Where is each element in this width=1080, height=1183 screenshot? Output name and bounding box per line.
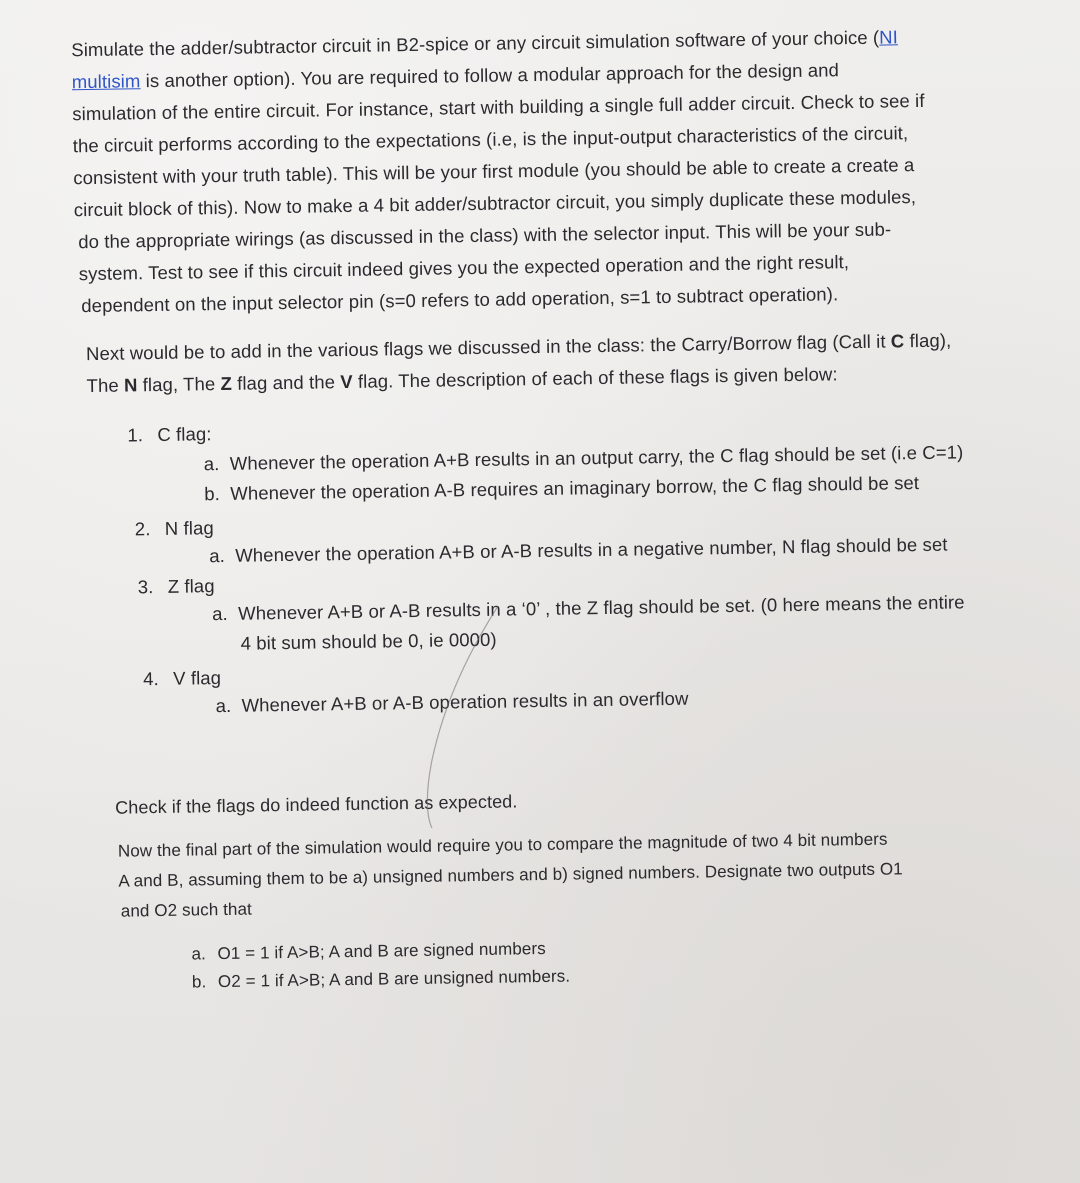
flag-title: C flag:: [157, 423, 212, 445]
list-letter: a.: [212, 602, 228, 625]
intro-line-3: simulation of the entire circuit. For instance, start with building a single full adder circuit. Check to see if: [72, 89, 925, 125]
flags-intro-text: flag, The: [137, 372, 221, 396]
compare-condition: O1 = 1 if A>B; A and B are signed numbers: [217, 938, 546, 964]
compare-item-b: [192, 966, 570, 994]
intro-line-8: system. Test to see if this circuit indeed gives you the expected operation and the right result,: [78, 251, 850, 285]
flag-description: Whenever A+B or A-B results in a ‘0’ , the Z flag should be set. (0 here means the entire: [238, 591, 965, 624]
intro-line-1: [71, 26, 898, 61]
intro-line-7: do the appropriate wirings (as discussed in the class) with the selector input. This will be your sub-: [78, 218, 892, 253]
list-number: 1.: [127, 424, 144, 446]
list-number: 3.: [137, 576, 154, 598]
flag-description: Whenever the operation A+B results in an output carry, the C flag should be set (i.e C=1): [229, 441, 964, 474]
intro-line-4: the circuit performs according to the expectations (i.e, is the input-output characteristics of the circuit,: [72, 122, 909, 157]
list-letter: a.: [215, 694, 232, 717]
flag-heading-z: [138, 575, 215, 598]
list-letter: a.: [209, 544, 226, 567]
n-flag-letter: N: [123, 374, 138, 396]
flag-z-item-a-cont: 4 bit sum should be 0, ie 0000): [240, 628, 497, 654]
intro-text: Simulate the adder/subtractor circuit in B2-spice or any circuit simulation software of your choice (: [71, 26, 880, 61]
list-letter: a.: [203, 453, 220, 475]
flag-description: Whenever the operation A-B requires an imaginary borrow, the C flag should be set: [230, 472, 920, 504]
list-number: 2.: [134, 518, 151, 540]
compare-line-2: A and B, assuming them to be a) unsigned numbers and b) signed numbers. Designate two outputs O1: [118, 859, 903, 891]
multisim-link[interactable]: multisim: [71, 70, 141, 93]
v-flag-letter: V: [340, 370, 353, 393]
list-number: 4.: [143, 667, 159, 690]
compare-condition: O2 = 1 if A>B; A and B are unsigned numbers.: [217, 966, 571, 992]
flag-heading-c: [127, 423, 212, 446]
flags-intro-text: The: [86, 374, 125, 397]
flag-n-item-a: [209, 534, 948, 568]
intro-line-5: consistent with your truth table). This will be your first module (you should be able to create a create a: [73, 154, 915, 189]
flag-heading-v: [143, 667, 221, 690]
check-instruction: Check if the flags do indeed function as expected.: [115, 791, 518, 818]
flag-title: Z flag: [167, 575, 215, 597]
intro-line-6: circuit block of this). Now to make a 4 bit adder/subtractor circuit, you simply duplicate these modules,: [73, 186, 917, 221]
list-letter: b.: [191, 972, 207, 992]
intro-text: is another option). You are required to follow a modular approach for the design and: [140, 59, 840, 92]
flags-intro-text: flag),: [904, 329, 952, 352]
z-flag-letter: Z: [220, 372, 233, 394]
flag-title: V flag: [173, 667, 222, 689]
flag-c-item-a: [204, 441, 964, 475]
compare-line-3: and O2 such that: [120, 899, 253, 921]
flag-title: N flag: [164, 517, 214, 539]
compare-item-a: [191, 938, 546, 966]
intro-line-9: dependent on the input selector pin (s=0 refers to add operation, s=1 to subtract operation).: [81, 283, 839, 317]
flags-intro-text: flag and the: [231, 371, 341, 394]
flags-intro-text: flag. The description of each of these flags is given below:: [352, 363, 838, 392]
flag-description: Whenever A+B or A-B operation results in an overflow: [241, 687, 689, 716]
list-letter: a.: [191, 944, 207, 964]
ni-link[interactable]: NI: [879, 26, 899, 48]
flags-intro-text: Next would be to add in the various flags we discussed in the class: the Carry/Borrow flag (Call it: [85, 330, 891, 365]
list-letter: b.: [204, 483, 221, 505]
flag-description: Whenever the operation A+B or A-B results in a negative number, N flag should be set: [235, 533, 948, 566]
flags-intro-line-2: [86, 363, 837, 397]
compare-line-1: Now the final part of the simulation would require you to compare the magnitude of two 4 bit numbers: [117, 829, 888, 861]
c-flag-letter: C: [890, 330, 905, 352]
flags-intro-line-1: [86, 330, 952, 366]
flag-heading-n: [135, 517, 214, 540]
flag-z-item-a: [212, 591, 965, 625]
flag-c-item-b: [204, 472, 919, 505]
intro-line-2: [72, 59, 839, 93]
flag-v-item-a: [215, 688, 688, 717]
